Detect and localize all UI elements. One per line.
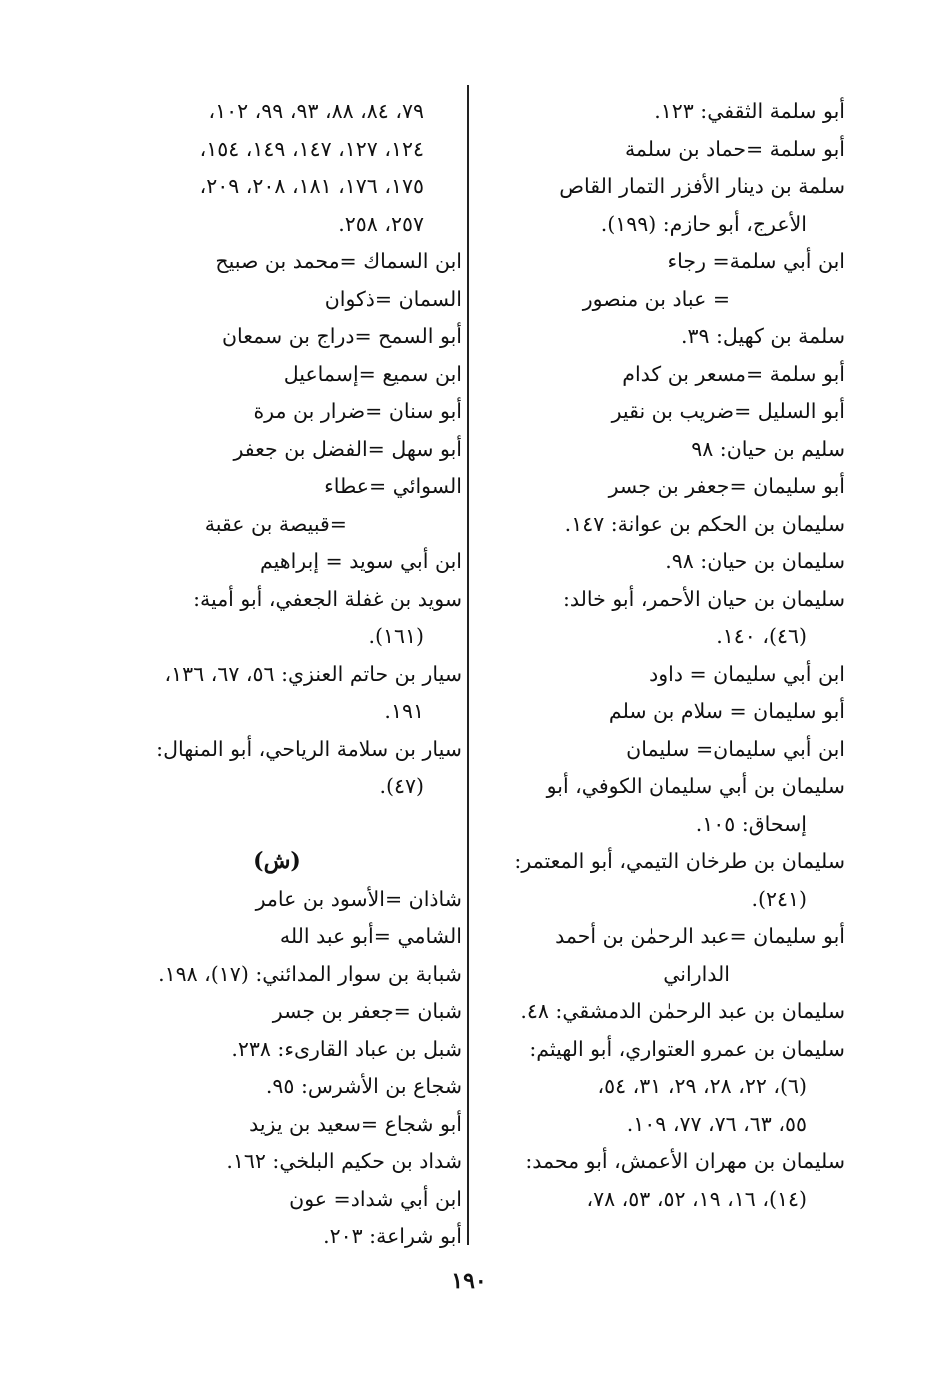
- index-entry: سليمان بن عمرو العتواري، أبو الهيثم:: [529, 1036, 845, 1061]
- right-column: [470, 93, 845, 1218]
- index-entry: أبو شجاع =سعيد بن يزيد: [249, 1111, 462, 1136]
- index-entry: ٧٩، ٨٤، ٨٨، ٩٣، ٩٩، ١٠٢،: [208, 99, 424, 123]
- index-entry: شبابة بن سوار المدائني: (١٧)، ١٩٨.: [158, 961, 462, 986]
- index-entry: = عباد بن منصور: [582, 286, 730, 311]
- index-entry: (١٤)، ١٦، ١٩، ٥٢، ٥٣، ٧٨،: [586, 1186, 807, 1211]
- index-entry: سليم بن حيان: ٩٨: [691, 436, 845, 461]
- index-entry: شاذان =الأسود بن عامر: [255, 886, 462, 911]
- index-entry: أبو سهل =الفضل بن جعفر: [233, 436, 462, 461]
- index-entry: سلمة بن كهيل: ٣٩.: [680, 324, 845, 348]
- index-entry: ٥٥، ٦٣، ٧٦، ٧٧، ١٠٩.: [626, 1111, 807, 1136]
- index-entry: (٢٤١).: [751, 886, 807, 911]
- index-entry: سليمان بن عبد الرحمٰن الدمشقي: ٤٨.: [520, 999, 845, 1023]
- index-entry: ابن أبي سليمان = داود: [649, 661, 845, 686]
- index-entry: (١٦١).: [368, 624, 424, 648]
- index-entry: (٤٦)، ١٤٠.: [716, 624, 807, 648]
- index-entry: =قبيصة بن عقبة: [204, 511, 347, 536]
- index-entry: إسحاق: ١٠٥.: [695, 811, 807, 836]
- index-entry: الشامي =أبو عبد الله: [279, 924, 462, 948]
- index-entry: ٢٥٧، ٢٥٨.: [338, 211, 424, 236]
- index-entry: سويد بن غفلة الجعفي، أبو أمية:: [193, 586, 462, 611]
- index-entry: ابن سميع =إسماعيل: [283, 361, 462, 386]
- left-column: [92, 93, 462, 1256]
- index-entry: أبو سليمان = سلام بن سلم: [608, 699, 845, 723]
- section-heading: (ش): [253, 848, 301, 874]
- index-entry: أبو السليل =ضريب بن نقير: [611, 399, 845, 423]
- index-entry: ابن أبي سلمة= رجاء: [667, 249, 845, 273]
- index-entry: أبو السمح =دراج بن سمعان: [221, 324, 462, 348]
- index-entry: ابن أبي شداد= عون: [289, 1186, 462, 1211]
- index-entry: سلمة بن دينار الأفزر التمار القاص: [559, 174, 845, 198]
- index-entry: سليمان بن حيان الأحمر، أبو خالد:: [562, 586, 845, 611]
- index-entry: ١٢٤، ١٢٧، ١٤٧، ١٤٩، ١٥٤،: [199, 136, 424, 161]
- index-entry: أبو سلمة =مسعر بن كدام: [622, 361, 845, 386]
- index-entry: أبو سنان =ضرار بن مرة: [253, 399, 462, 423]
- index-entry: سليمان بن مهران الأعمش، أبو محمد:: [525, 1149, 845, 1173]
- index-entry: سليمان بن حيان: ٩٨.: [665, 549, 845, 573]
- page-number: ١٩٠: [451, 1268, 487, 1294]
- index-entry: سيار بن سلامة الرياحي، أبو المنهال:: [156, 736, 462, 761]
- index-entry: ابن السماك =محمد بن صبيح: [215, 249, 462, 273]
- index-entry: [92, 806, 462, 844]
- index-entry: سيار بن حاتم العنزي: ٥٦، ٦٧، ١٣٦،: [164, 661, 462, 686]
- index-entry: ابن أبي سويد = إبراهيم: [259, 549, 462, 573]
- column-divider: [467, 85, 469, 1245]
- index-entry: ١٧٥، ١٧٦، ١٨١، ٢٠٨، ٢٠٩،: [199, 174, 424, 198]
- index-entry: ١٩١.: [384, 699, 424, 723]
- index-entry: شبان =جعفر بن جسر: [272, 999, 462, 1023]
- index-entry: (٤٧).: [379, 774, 424, 798]
- index-entry: سليمان بن طرخان التيمي، أبو المعتمر:: [514, 849, 845, 873]
- index-entry: شداد بن حكيم البلخي: ١٦٢.: [226, 1149, 462, 1173]
- index-entry: (٦)، ٢٢، ٢٨، ٢٩، ٣١، ٥٤،: [597, 1074, 807, 1098]
- index-entry: شبل بن عباد القارىء: ٢٣٨.: [231, 1036, 462, 1061]
- index-entry: شجاع بن الأشرس: ٩٥.: [265, 1074, 462, 1098]
- index-entry: سليمان بن الحكم بن عوانة: ١٤٧.: [564, 511, 845, 536]
- index-entry: أبو سلمة الثقفي: ١٢٣.: [654, 99, 845, 123]
- index-entry: ابن أبي سليمان= سليمان: [626, 736, 845, 761]
- index-entry: أبو سليمان =جعفر بن جسر: [608, 474, 845, 498]
- index-entry: الأعرج، أبو حازم: (١٩٩).: [600, 211, 807, 236]
- index-entry: أبو سلمة =حماد بن سلمة: [624, 136, 845, 161]
- index-entry: أبو شراعة: ٢٠٣.: [323, 1224, 462, 1248]
- index-entry: السمان =ذكوان: [324, 286, 462, 311]
- index-entry: الداراني: [663, 961, 730, 986]
- index-entry: سليمان بن أبي سليمان الكوفي، أبو: [546, 774, 845, 798]
- index-entry: أبو سليمان =عبد الرحمٰن بن أحمد: [555, 924, 845, 948]
- index-entry: السوائي =عطاء: [324, 474, 462, 498]
